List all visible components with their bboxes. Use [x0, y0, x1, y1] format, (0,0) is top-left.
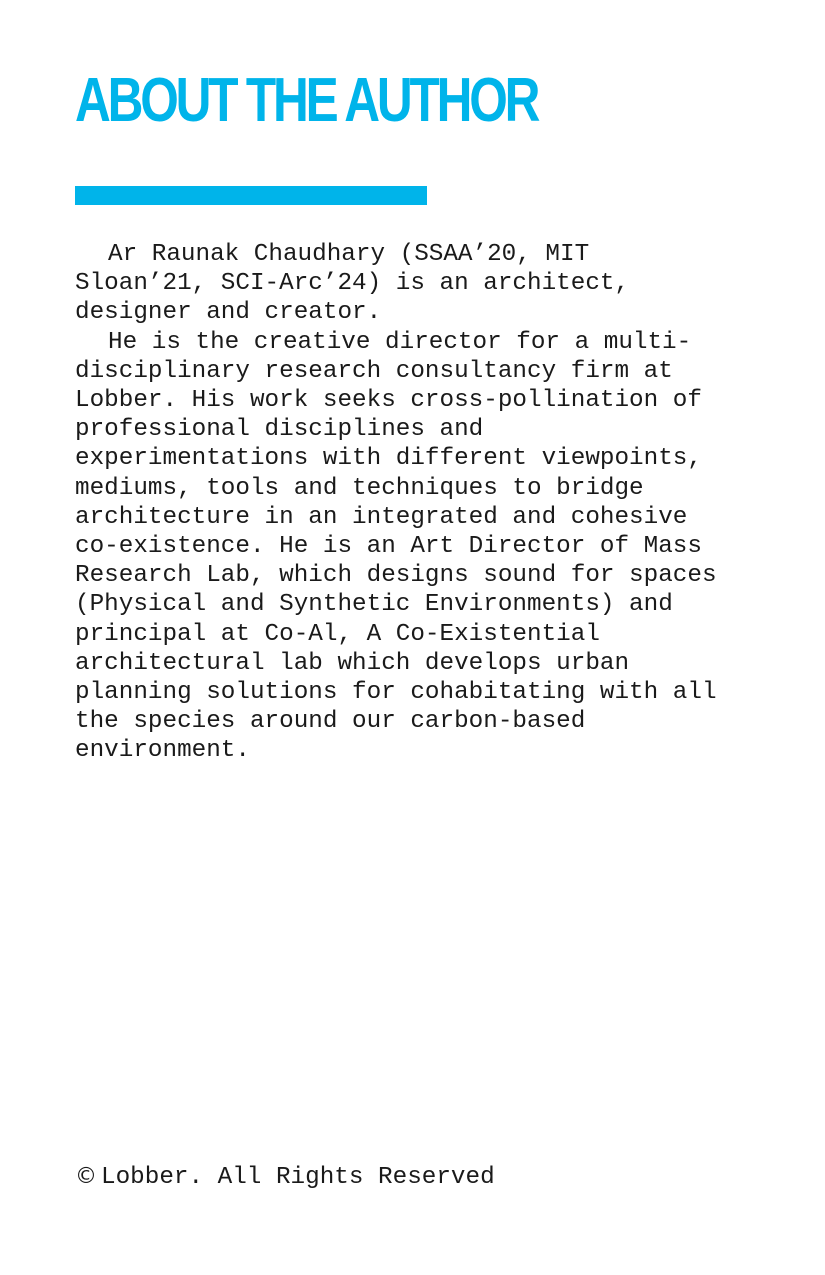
- copyright-text: Lobber. All Rights Reserved: [101, 1164, 495, 1191]
- page-title: ABOUT THE AUTHOR: [75, 66, 538, 135]
- author-bio: [75, 240, 745, 766]
- copyright-footer: [75, 1162, 495, 1192]
- accent-rule: [75, 186, 427, 205]
- bio-paragraph-intro: Ar Raunak Chaudhary (SSAA’20, MIT Sloan’21, SCI-Arc’24) is an architect, designer and creator.: [75, 241, 630, 327]
- bio-paragraph-work: He is the creative director for a multi- disciplinary research consultancy firm at Lobber. His work seeks cross-pollination of professional disciplines and experimentations with different viewpoints, mediums, tools and techniques to bridge architecture in an integrated and cohesive co-existence. He is an Art Director of Mass Research Lab, which designs sound for spaces (Physical and Synthetic Environments) and principal at Co-Al, A Co-Existential architectural lab which develops urban planning solutions for cohabitating with all the species around our carbon-based environment.: [75, 328, 717, 765]
- copyright-icon: ©: [75, 1164, 97, 1189]
